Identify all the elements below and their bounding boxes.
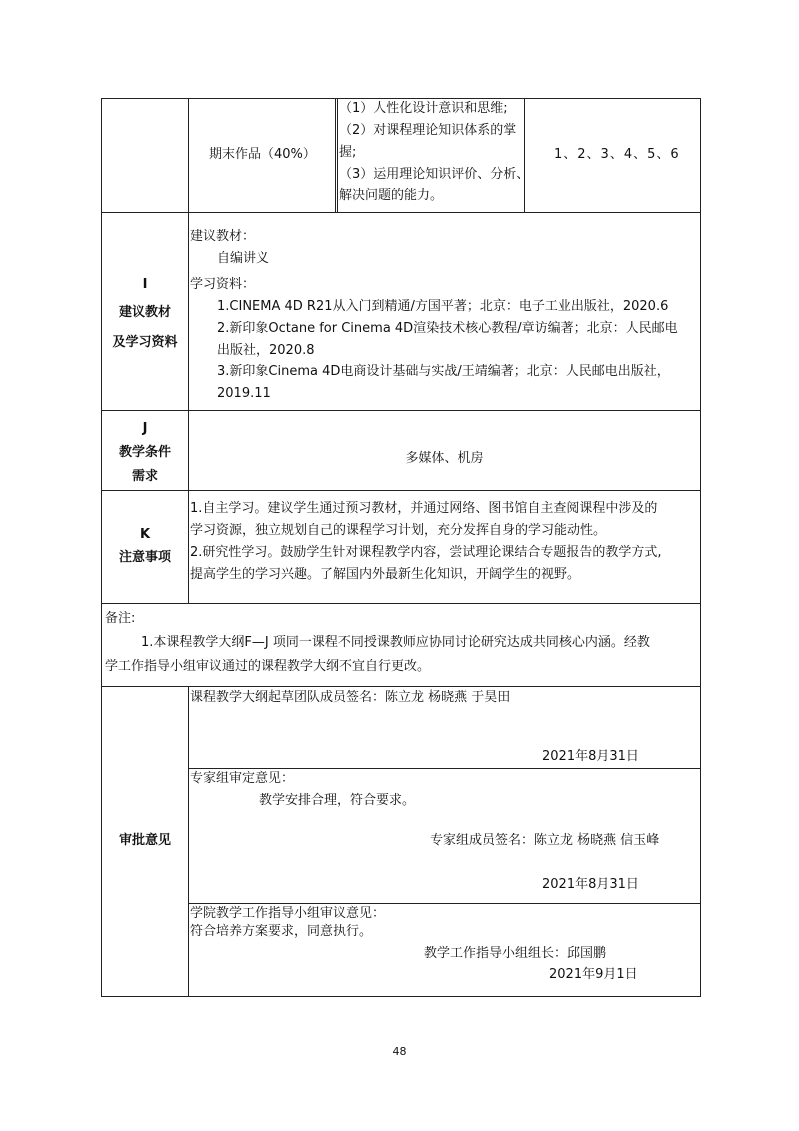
remarks-line: 1.本课程教学大纲F—J 项同一课程不同授课教师应协同讨论研究达成共同核心内涵。经教: [141, 635, 650, 650]
expert-signatures: 专家组成员签名：陈立龙 杨晓燕 信玉峰: [430, 833, 660, 848]
goal-line: （3）运用理论知识评价、分析、: [339, 167, 530, 182]
goal-line: （1）人性化设计意识和思维;: [339, 101, 508, 116]
teaching-conditions: 多媒体、机房: [405, 451, 484, 466]
note-line: 学习资源，独立规划自己的课程学习计划，充分发挥自身的学习能动性。: [190, 523, 607, 538]
section-title: 教学条件: [118, 445, 171, 460]
college-date: 2021年9月1日: [549, 967, 638, 982]
note-line: 1.自主学习。建议学生通过预习教材，并通过网络、图书馆自主查阅课程中涉及的: [190, 501, 658, 516]
section-title: 建议教材: [118, 305, 171, 320]
note-line: 2.研究性学习。鼓励学生针对课程教学内容，尝试理论课结合专题报告的教学方式,: [190, 545, 662, 560]
section-title: 需求: [131, 469, 158, 484]
material-item: 3.新印象Cinema 4D电商设计基础与实战/王靖编著；北京：人民邮电出版社，: [217, 364, 670, 379]
expert-date: 2021年8月31日: [542, 877, 639, 892]
section-title: 及学习资料: [112, 335, 178, 350]
materials-heading: 学习资料：: [190, 277, 256, 292]
college-heading: 学院教学工作指导小组审议意见：: [190, 906, 386, 921]
textbook: 自编讲义: [217, 251, 270, 266]
section-title: 注意事项: [118, 550, 171, 565]
material-item: 2.新印象Octane for Cinema 4D渲染技术核心教程/章访编著；北京：人民邮电: [217, 321, 678, 336]
section-letter: I: [142, 277, 148, 292]
material-item: 1.CINEMA 4D R21从入门到精通/方国平著；北京：电子工业出版社，2020.6: [217, 299, 669, 314]
section-letter: J: [142, 421, 148, 436]
college-leader: 教学工作指导小组组长：邱国鹏: [424, 946, 607, 961]
college-opinion: 符合培养方案要求，同意执行。: [190, 924, 373, 939]
goal-line: 握;: [339, 145, 357, 160]
goal-line: （2）对课程理论知识体系的掌: [339, 123, 517, 138]
section-letter: K: [139, 527, 151, 542]
approval-title: 审批意见: [118, 833, 171, 848]
drafting-signatures: 课程教学大纲起草团队成员签名：陈立龙 杨晓燕 于昊田: [190, 690, 511, 705]
drafting-date: 2021年8月31日: [542, 749, 639, 764]
assessment-item: 期末作品（40%）: [209, 147, 316, 162]
textbook-heading: 建议教材：: [190, 229, 256, 244]
remarks-heading: 备注:: [105, 611, 136, 626]
remarks-line: 学工作指导小组审议通过的课程教学大纲不宜自行更改。: [105, 659, 431, 674]
note-line: 提高学生的学习兴趣。了解国内外最新生化知识，开阔学生的视野。: [190, 567, 581, 582]
goal-line: 解决问题的能力。: [339, 188, 444, 203]
material-item: 2019.11: [217, 386, 271, 401]
page-number: 48: [392, 1045, 407, 1058]
expert-opinion: 教学安排合理，符合要求。: [259, 793, 416, 808]
material-item: 出版社，2020.8: [217, 343, 315, 358]
expert-heading: 专家组审定意见：: [190, 771, 295, 786]
target-numbers: 1、2、3、4、5、6: [554, 147, 680, 162]
